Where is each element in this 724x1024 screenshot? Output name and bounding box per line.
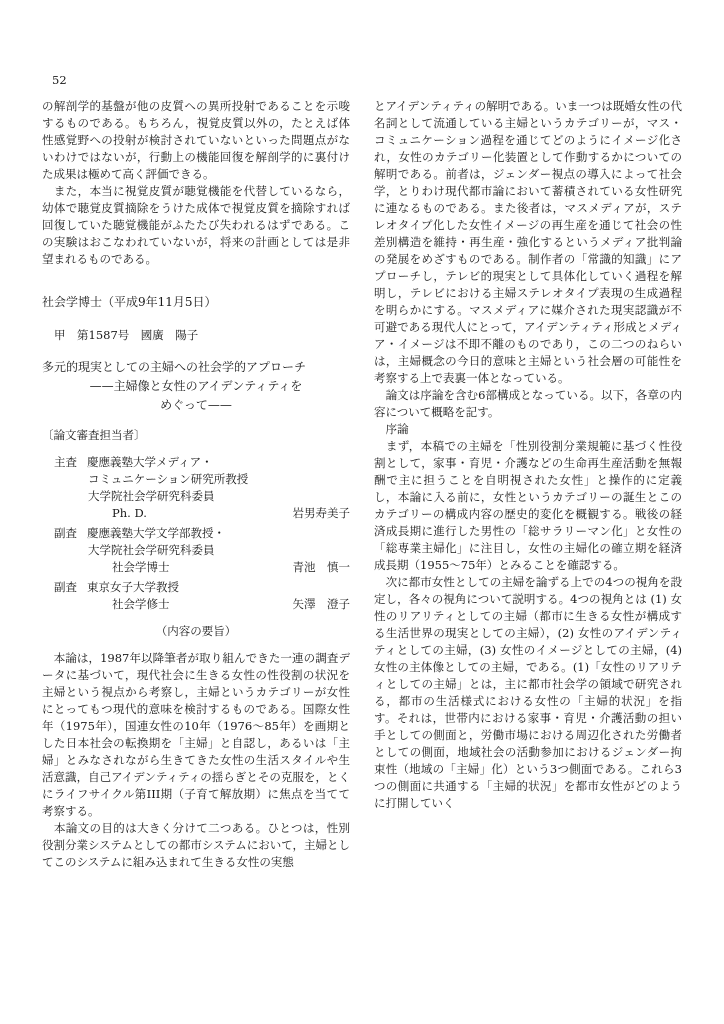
committee-affiliation: 大学院社会学研究科委員 [88,489,215,503]
thesis-title [42,358,350,415]
committee-degree: Ph. D. [112,506,147,520]
body-paragraph: また，本当に視覚皮質が聴覚機能を代替しているなら，幼体で聴覚皮質摘除をうけた成体で視覚皮質を摘除すれば回復していた聴覚機能がふたたび失われるはずである。この実験はおこなわれていないが，将来の計画としては是非望まれるものである。 [42,184,350,266]
body-paragraph: 本論文の目的は大きく分けて二つある。ひとつは，性別役割分業システムとしての都市システムにおいて，主婦としてこのシステムに組み込まれて生きる女性の実態 [42,821,350,869]
committee-name: 岩男寿美子 [292,506,350,520]
degree-section-heading: 社会学博士（平成9年11月5日） [42,295,217,309]
committee-affiliation: 慶應義塾大学文学部教授・ [87,526,225,540]
committee-affiliation: 慶應義塾大学メディア・ [87,455,213,469]
committee-member [54,454,350,522]
body-paragraph: まず，本稿での主婦を「性別役割分業規範に基づく性役割として，家事・育児・介護などの生命再生産活動を無報酬で主に担うことを自明視された女性」と操作的に定義し，本論に入る前に，女性というカテゴリーの誕生とこのカテゴリーの構成内容の歴史的変化を概観する。戦後の経済成長期に進行した男性の「総サラリーマン化」と女性の「総専業主婦化」に注目し，女性の主婦化の確立期を経済成長期（1955〜75年）とみることを確認する。 [374,439,682,572]
left-column [42,98,350,871]
right-column [374,98,682,871]
committee-member [54,579,350,613]
body-paragraph: の解剖学的基盤が他の皮質への異所投射であることを示唆するものである。もちろん，視覚皮質以外の，たとえば体性感覚野への投射が検討されていないといった問題点がないわけではないが，行動上の機能回復を解剖学的に裏付けた成果は極めて高く評価できる。 [42,99,350,181]
body-paragraph: 本論は，1987年以降筆者が取り組んできた一連の調査データに基づいて，現代社会に生きる女性の性役割の状況を主婦という視点から考察し，主婦というカテゴリーが女性にとってもつ現代的意味を検討するものである。国際女性年（1975年），国連女性の10年（1976〜85年）を画期とした日本社会の転換期を「主婦」と自認し，あるいは「主婦」とみなされながら生きてきた女性の生活スタイルや生活意識，自己アイデンティティの揺らぎとその克服を，とくにライフサイクル第III期（子育て解放期）に焦点を当てて考察する。 [42,651,350,818]
committee-role: 副査 [54,580,77,594]
committee-degree: 社会学修士 [112,597,170,611]
two-column-body [42,98,682,871]
section-label: 序論 [374,422,409,436]
committee-list [42,454,350,613]
body-paragraph: とアイデンティティの解明である。いま一つは既婚女性の代名詞として流通している主婦というカテゴリーが，マス・コミュニケーション過程を通じてどのようにイメージ化され，女性のカテゴリー化装置として作動するかについての解明である。前者は，ジェンダー視点の導入によって社会学，とりわけ現代都市論において蓄積されている女性研究に連なるものである。また後者は，マスメディアが，ステレオタイプ化した女性イメージの再生産を通じて社会の性差別構造を維持・再生産・強化するというメディア批判論の発展をめざすものである。制作者の「常識的知識」にアプローチし，テレビ的現実として具体化していく過程を解明し，テレビにおける主婦ステレオタイプ表現の生成過程を明らかにする。マスメディアに媒介された現実認識が不可避である現代人にとって，アイデンティティ形成とメディア・イメージは不即不離のものであり，この二つのねらいは，主婦概念の今日的意味と主婦という社会層の可能性を考察する上で表裏一体となっている。 [374,99,682,385]
committee-heading: 〔論文審査担当者〕 [42,428,146,442]
summary-heading: （内容の要旨） [155,624,237,638]
body-paragraph: 次に都市女性としての主婦を論ずる上での4つの視角を設定し，各々の視角について説明する。4つの視角とは (1) 女性のリアリティとしての主婦（都市に生きる女性が構成する生活世界の現実としての主婦），(2) 女性のアイデンティティとしての主婦，(3) 女性のイメージとしての主婦，(4) 女性の主体像としての主婦，である。(1)「女性のリアリティとしての主婦」とは，主に都市社会学の領域で研究される，都市の生活様式における女性の「主婦的状況」を指す。それは，世帯内における家事・育児・介護活動の担い手としての側面と，労働市場における周辺化された労働者としての側面，地域社会の活動参加におけるジェンダー拘束性（地域の「主婦」化）という3つ側面である。これら3つの側面に共通する「主婦的状況」を都市女性がどのように打開していく [374,575,682,810]
thesis-title-line: 多元的現実としての主婦への社会学的アプローチ [42,360,307,374]
committee-affiliation: コミュニケーション研究所教授 [88,472,249,486]
committee-role: 主査 [54,455,77,469]
committee-name: 矢澤 澄子 [292,597,350,611]
committee-degree: 社会学博士 [112,560,170,574]
committee-affiliation: 大学院社会学研究科委員 [88,543,215,557]
body-paragraph: 論文は序論を含む6部構成となっている。以下，各章の内容について概略を記す。 [374,388,682,419]
committee-name: 青池 慎一 [292,560,350,574]
degree-number-and-author: 甲 第1587号 國廣 陽子 [54,328,199,342]
committee-role: 副査 [54,526,77,540]
thesis-subtitle-line: ——主婦像と女性のアイデンティティを [89,379,303,393]
committee-affiliation: 東京女子大学教授 [87,580,179,594]
committee-member [54,525,350,576]
thesis-subtitle-line: めぐって—— [160,398,232,412]
page-number: 52 [52,73,67,87]
